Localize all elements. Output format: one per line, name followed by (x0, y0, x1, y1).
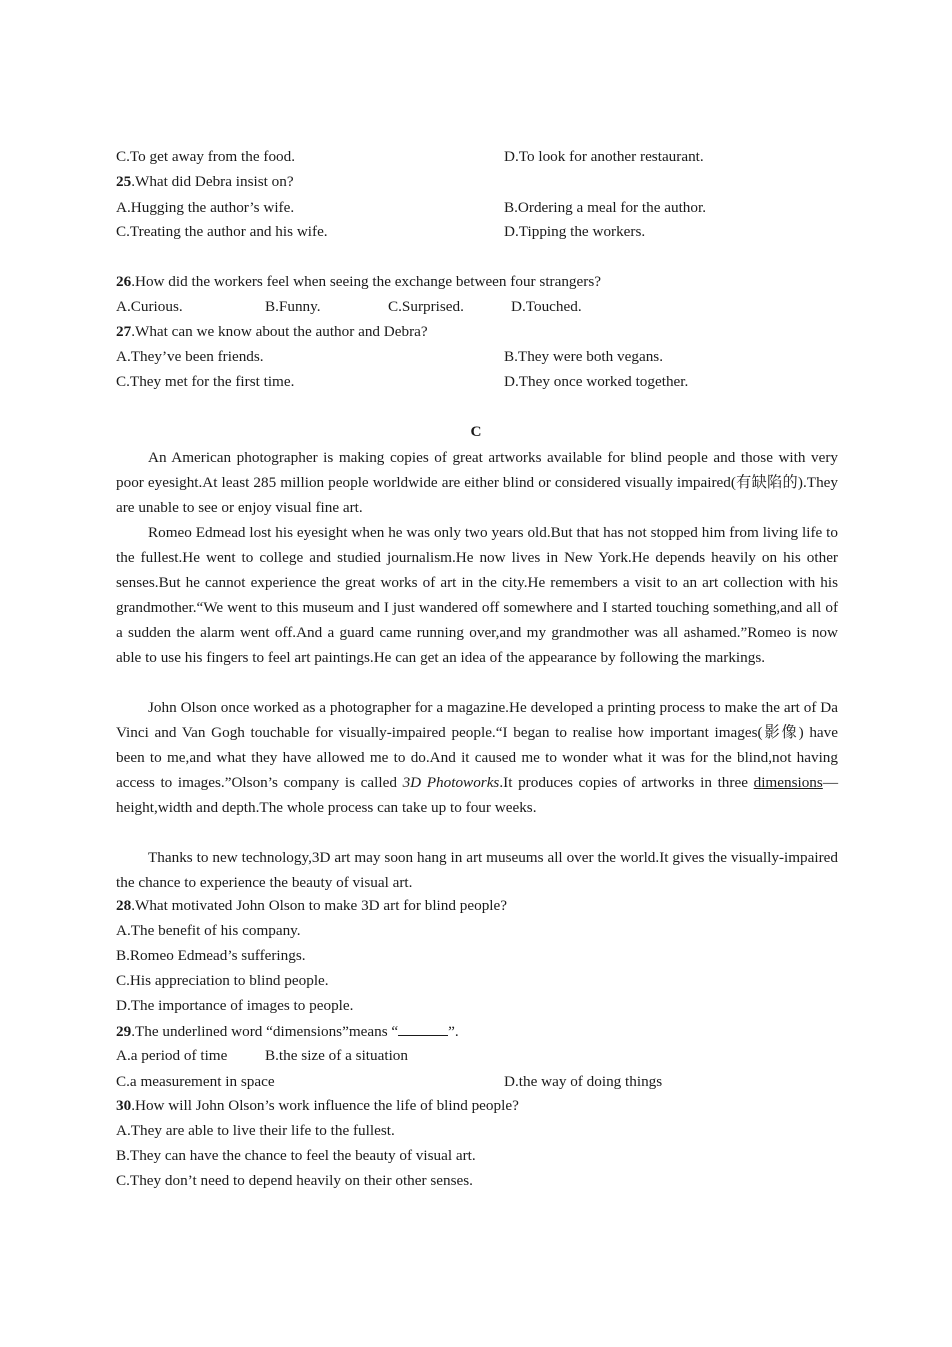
q27-option-d: D.They once worked together. (504, 373, 689, 390)
q26-stem-text: .How did the workers feel when seeing the exchange between four strangers? (131, 273, 601, 290)
answer-blank (398, 1021, 448, 1036)
q25-options-ab (116, 198, 707, 218)
q27-option-b: B.They were both vegans. (504, 348, 664, 365)
q25-options-cd (116, 222, 646, 242)
q29-options-ab (116, 1046, 816, 1066)
q24-option-c: C.To get away from the food. (116, 148, 296, 165)
q27-options-ab (116, 347, 664, 367)
passage-p3-part3: —height,width and depth.The whole process can take up to four weeks. (116, 773, 838, 816)
passage-paragraph-2: Romeo Edmead lost his eyesight when he was only two years old.But that has not stopped him from living life to the fullest.He went to college and studied journalism.He now lives in New York.He depends heavily on his other senses.But he cannot experience the great works of art in the city.He remembers a visit to an art collection with his grandmother.“We went to this museum and I just wandered off somewhere and I started touching something,and all of a sudden the alarm went off.And a guard came running over,and my grandmother was all ashamed.”Romeo is now able to use his fingers to feel art paintings.He can get an idea of the appearance by following the markings. (116, 524, 838, 666)
q29-option-a: A.a period of time (116, 1047, 228, 1064)
q28-option-a: A.The benefit of his company. (116, 922, 301, 939)
q25-stem-text: .What did Debra insist on? (131, 173, 294, 190)
q30-option-b: B.They can have the chance to feel the beauty of visual art. (116, 1147, 476, 1164)
q29-stem-end: ”. (448, 1023, 459, 1040)
q26-option-a: A.Curious. (116, 298, 183, 315)
passage-p3-part2: .It produces copies of artworks in three (499, 773, 754, 791)
section-heading: C (470, 423, 482, 440)
q29-option-b: B.the size of a situation (265, 1047, 408, 1064)
q26-option-b: B.Funny. (265, 298, 321, 315)
q28-stem-text: .What motivated John Olson to make 3D art for blind people? (131, 897, 507, 914)
q24-option-d: D.To look for another restaurant. (504, 148, 704, 165)
passage-paragraph-4: Thanks to new technology,3D art may soon hang in art museums all over the world.It gives the visually-impaired the chance to experience the beauty of visual art. (116, 849, 838, 891)
passage-paragraph-1: An American photographer is making copies of great artworks available for blind people and those with very poor eyesight.At least 285 million people worldwide are either blind or considered visually impaired(有缺陷的).They are unable to see or enjoy visual fine art. (116, 449, 838, 516)
q28-option-c: C.His appreciation to blind people. (116, 972, 329, 989)
passage-paragraph-3 (116, 696, 838, 821)
q25-option-a: A.Hugging the author’s wife. (116, 199, 295, 216)
q27-stem (116, 322, 428, 342)
q24-options-cd (116, 147, 704, 167)
q28-option-d: D.The importance of images to people. (116, 997, 354, 1014)
q26-option-d: D.Touched. (511, 298, 582, 315)
q26-stem (116, 272, 601, 292)
q26-options (116, 297, 816, 317)
q30-number: 30 (116, 1097, 132, 1114)
q27-options-cd (116, 372, 689, 392)
q26-option-c: C.Surprised. (388, 298, 464, 315)
q30-option-c: C.They don’t need to depend heavily on their other senses. (116, 1172, 473, 1189)
q28-option-b: B.Romeo Edmead’s sufferings. (116, 947, 306, 964)
company-name: 3D Photoworks (402, 773, 500, 791)
q29-option-c: C.a measurement in space (116, 1073, 275, 1090)
underlined-word: dimensions (753, 773, 823, 791)
q29-option-d: D.the way of doing things (504, 1073, 663, 1090)
q29-stem-text: .The underlined word “dimensions”means “ (131, 1023, 399, 1040)
q25-option-b: B.Ordering a meal for the author. (504, 199, 707, 216)
q27-option-c: C.They met for the first time. (116, 373, 295, 390)
q27-number: 27 (116, 323, 132, 340)
q25-stem (116, 172, 294, 192)
q30-option-a: A.They are able to live their life to the fullest. (116, 1122, 395, 1139)
q25-option-c: C.Treating the author and his wife. (116, 223, 328, 240)
q25-number: 25 (116, 173, 132, 190)
q28-stem (116, 896, 507, 916)
q27-option-a: A.They’ve been friends. (116, 348, 264, 365)
q25-option-d: D.Tipping the workers. (504, 223, 646, 240)
passage-p3-part1: John Olson once worked as a photographer for a magazine.He developed a printing process to make the art of Da Vinci and Van Gogh touchable for visually-impaired people.“I began to realise how important images(影像) have been to me,and what they have allowed me to do.And it caused me to wonder what it was for the blind,not having access to images.”Olson’s company is called (116, 699, 838, 791)
q26-number: 26 (116, 273, 132, 290)
q30-stem-text: .How will John Olson’s work influence the life of blind people? (131, 1097, 519, 1114)
q29-number: 29 (116, 1023, 132, 1040)
q29-options-cd (116, 1072, 663, 1092)
q28-number: 28 (116, 897, 132, 914)
q30-stem (116, 1096, 519, 1116)
q27-stem-text: .What can we know about the author and Debra? (131, 323, 428, 340)
q29-stem (116, 1021, 459, 1042)
